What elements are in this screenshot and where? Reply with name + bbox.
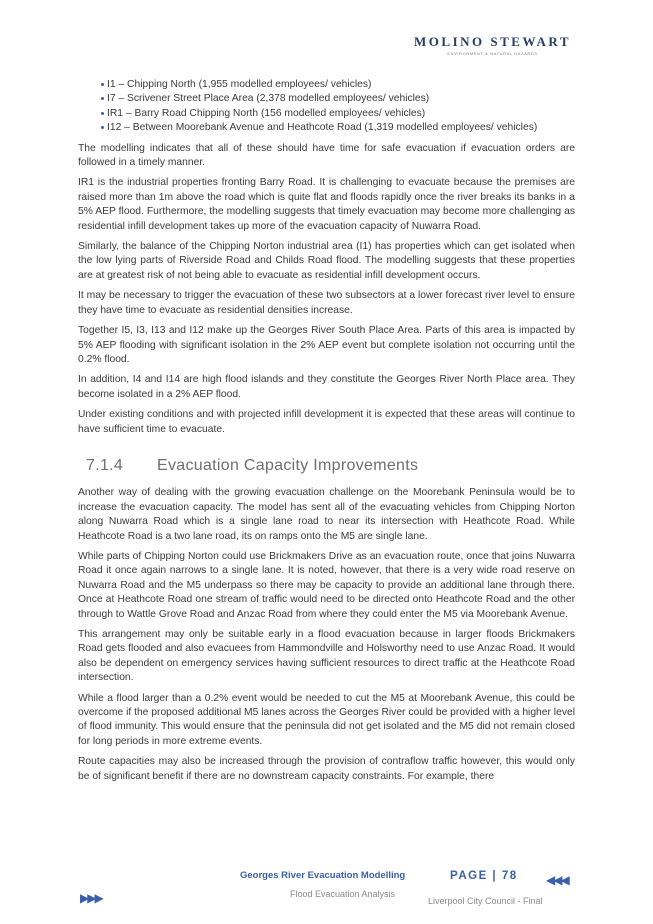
paragraph: In addition, I4 and I14 are high flood islands and they constitute the Georges River North Place area. They become isolated in a 2% AEP flood. bbox=[78, 374, 575, 400]
section-heading bbox=[86, 456, 575, 474]
section-number: 7.1.4 bbox=[86, 456, 124, 474]
arrows-right-icon: ▶▶▶ bbox=[80, 891, 102, 905]
paragraph: This arrangement may only be suitable early in a flood evacuation because in larger floods Brickmakers Road gets flooded and also evacuees from Hammondville and Holsworthy need to use Anzac Road. It would also be dependent on emergency services having sufficient resources to direct traffic at the Heathcote Road intersection. bbox=[78, 629, 575, 684]
logo-tagline: ENVIRONMENT & NATURAL HAZARDS bbox=[447, 51, 538, 56]
list-item: IR1 – Barry Road Chipping North (156 modelled employees/ vehicles) bbox=[78, 107, 575, 121]
paragraph: While a flood larger than a 0.2% event would be needed to cut the M5 at Moorebank Avenue, this could be overcome if the proposed additional M5 lanes across the Georges River could be provided with a higher level of flood immunity. This would ensure that the peninsula did not get isolated and the M5 did not remain closed for long periods in more extreme events. bbox=[78, 692, 575, 747]
paragraph: Another way of dealing with the growing evacuation challenge on the Moorebank Peninsula would be to increase the evacuation capacity. The model has sent all of the evacuating vehicles from Chipping Norton along Nuwarra Road which is a single lane road to near its intersection with Heathcote Road. While Heathcote Road is a two lane road, its on ramps onto the M5 are single lane. bbox=[78, 487, 575, 542]
company-logo bbox=[414, 34, 571, 56]
logo-name: MOLINO STEWART bbox=[414, 34, 571, 49]
paragraph: Together I5, I3, I13 and I12 make up the Georges River South Place Area. Parts of this area is impacted by 5% AEP flooding with significant isolation in the 2% AEP event but complete isolation not occurring until the 0.2% flood. bbox=[78, 325, 575, 365]
bullet-icon bbox=[101, 126, 104, 129]
bullet-icon bbox=[101, 112, 104, 115]
footer-client: Liverpool City Council - Final bbox=[428, 896, 543, 906]
arrows-left-icon: ◀◀◀ bbox=[546, 873, 568, 887]
paragraph: Route capacities may also be increased through the provision of contraflow traffic however, this would only be of significant benefit if there are no downstream capacity constraints. For example, there bbox=[78, 756, 575, 782]
paragraph: While parts of Chipping Norton could use Brickmakers Drive as an evacuation route, once that joins Nuwarra Road it once again narrows to a single lane. It is noted, however, that there is a very wide road reserve on Nuwarra Road and the M5 underpass so there may be capacity to provide an additional lane through there. Once at Heathcote Road one stream of traffic would need to be directed onto Heathcote Road and the other through to Wattle Grove Road and Anzac Road from where they could enter the M5 via Moorebank Avenue. bbox=[78, 550, 575, 620]
list-item: I1 – Chipping North (1,955 modelled employees/ vehicles) bbox=[78, 78, 575, 92]
bullet-icon bbox=[101, 83, 104, 86]
section-title: Evacuation Capacity Improvements bbox=[157, 456, 419, 474]
subsector-list bbox=[78, 78, 575, 136]
paragraph: It may be necessary to trigger the evacuation of these two subsectors at a lower forecast river level to ensure they have time to evacuate as residential densities increase. bbox=[78, 290, 575, 316]
bullet-icon bbox=[101, 97, 104, 100]
page-number: PAGE | 78 bbox=[450, 870, 518, 882]
footer-subtitle: Flood Evacuation Analysis bbox=[290, 889, 396, 899]
page-content bbox=[78, 78, 575, 790]
paragraph: IR1 is the industrial properties fronting Barry Road. It is challenging to evacuate because the premises are raised more than 1m above the road which is quite flat and floods rapidly once the river breaks its banks in a 5% AEP flood. Furthermore, the modelling suggests that timely evacuation may become more challenging as residential infill development takes up more of the evacuation capacity of Nuwarra Road. bbox=[78, 177, 575, 232]
paragraph: Under existing conditions and with projected infill development it is expected that these areas will continue to have sufficient time to evacuate. bbox=[78, 409, 575, 435]
paragraph: Similarly, the balance of the Chipping Norton industrial area (I1) has properties which can get isolated when the low lying parts of Riverside Road and Childs Road flood. The modelling suggests that these properties are at greatest risk of not being able to evacuate as residential infill development occurs. bbox=[78, 241, 575, 281]
paragraph: The modelling indicates that all of these should have time for safe evacuation if evacuation orders are followed in a timely manner. bbox=[78, 142, 575, 169]
list-item: I12 – Between Moorebank Avenue and Heathcote Road (1,319 modelled employees/ vehicles) bbox=[78, 121, 575, 135]
footer-title: Georges River Evacuation Modelling bbox=[240, 870, 406, 881]
list-item: I7 – Scrivener Street Place Area (2,378 modelled employees/ vehicles) bbox=[78, 92, 575, 106]
